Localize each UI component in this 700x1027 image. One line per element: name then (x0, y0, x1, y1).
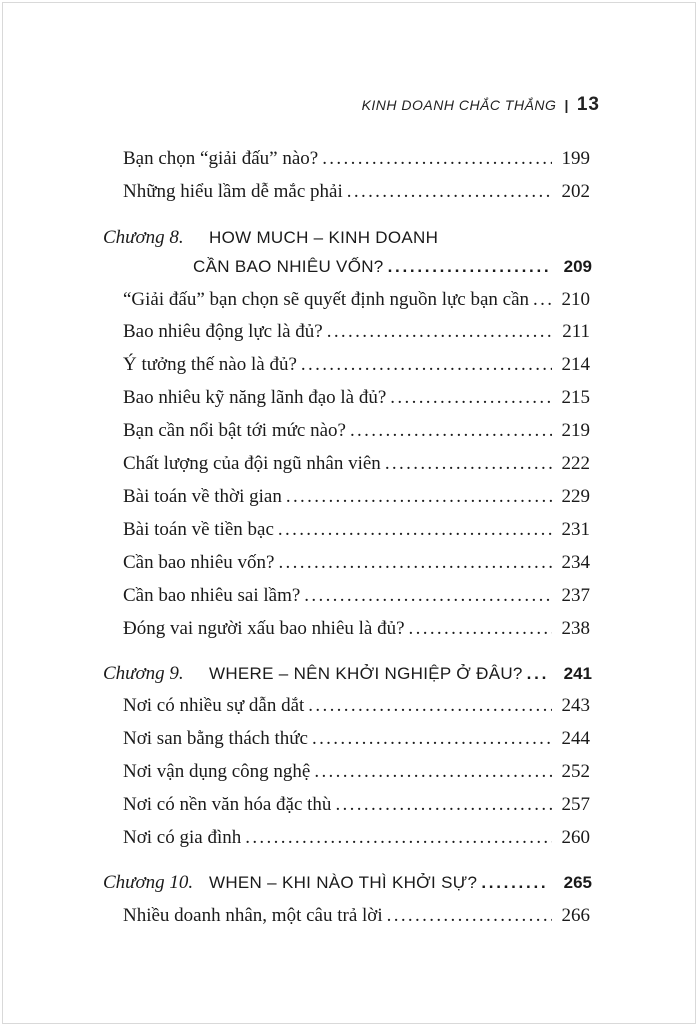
toc-entry-page: 211 (562, 321, 590, 342)
chapter-title-line1: HOW MUCH – KINH DOANH (209, 228, 439, 247)
dot-leader (409, 618, 552, 640)
chapter-title-line2: CẦN BAO NHIÊU VỐN? (193, 257, 384, 276)
chapter-heading-8 (0, 227, 700, 257)
toc-entry (0, 486, 700, 516)
toc-entry-page: 266 (561, 905, 590, 926)
dot-leader (387, 905, 552, 927)
toc-entry-page: 219 (561, 420, 590, 441)
dot-leader (327, 321, 552, 343)
chapter-label: Chương 9. (103, 663, 184, 684)
toc-entry (0, 728, 700, 758)
toc-entry-page: 260 (561, 827, 590, 848)
toc-entry-title: Cần bao nhiêu vốn? (123, 552, 275, 573)
dot-leader (335, 794, 552, 816)
book-title: KINH DOANH CHẮC THẮNG (361, 97, 557, 113)
dot-leader (533, 289, 552, 311)
dot-leader (286, 486, 552, 508)
toc-entry-title: Nơi có nền văn hóa đặc thù (123, 794, 332, 815)
toc-entry-page: 238 (561, 618, 590, 639)
toc-entry-title: Bao nhiêu kỹ năng lãnh đạo là đủ? (123, 387, 387, 408)
toc-entry-page: 222 (561, 453, 590, 474)
toc-entry (0, 585, 700, 615)
dot-leader (390, 387, 552, 409)
toc-entry (0, 181, 700, 211)
toc-entry (0, 905, 700, 935)
toc-entry-page: 244 (561, 728, 590, 749)
dot-leader (308, 695, 552, 717)
toc-entry-title: Bạn cần nổi bật tới mức nào? (123, 420, 346, 441)
toc-entry-title: Chất lượng của đội ngũ nhân viên (123, 453, 381, 474)
dot-leader (385, 453, 552, 475)
dot-leader (278, 519, 552, 541)
chapter-heading-8-line2 (0, 257, 700, 287)
header-separator: | (564, 97, 569, 113)
toc-entry-page: 229 (561, 486, 590, 507)
toc-entry (0, 387, 700, 417)
toc-entry-title: Nhiều doanh nhân, một câu trả lời (123, 905, 383, 926)
dot-leader (314, 761, 552, 783)
toc-entry-title: Bài toán về tiền bạc (123, 519, 274, 540)
dot-leader (527, 664, 548, 684)
toc-entry (0, 420, 700, 450)
chapter-title: WHERE – NÊN KHỞI NGHIỆP Ở ĐÂU? (209, 664, 523, 683)
dot-leader (350, 420, 552, 442)
chapter-title: WHEN – KHI NÀO THÌ KHỞI SỰ? (209, 873, 478, 892)
toc-entry (0, 827, 700, 857)
toc-entry (0, 453, 700, 483)
dot-leader (245, 827, 552, 849)
toc-entry-title: Những hiểu lầm dễ mắc phải (123, 181, 343, 202)
toc-entry-title: Nơi có nhiều sự dẫn dắt (123, 695, 305, 716)
chapter-page: 265 (563, 873, 592, 892)
dot-leader (388, 257, 548, 277)
toc-entry-title: Đóng vai người xấu bao nhiêu là đủ? (123, 618, 405, 639)
chapter-label: Chương 8. (103, 227, 184, 248)
toc-entry-page: 214 (561, 354, 590, 375)
toc-entry-title: Nơi san bằng thách thức (123, 728, 308, 749)
dot-leader (322, 148, 552, 170)
toc-entry (0, 148, 700, 178)
toc-entry (0, 794, 700, 824)
toc-entry-title: Nơi có gia đình (123, 827, 242, 848)
dot-leader (301, 354, 552, 376)
toc-entry (0, 618, 700, 648)
toc-entry-page: 243 (561, 695, 590, 716)
dot-leader (278, 552, 552, 574)
toc-entry-title: Ý tưởng thế nào là đủ? (123, 354, 297, 375)
dot-leader (304, 585, 552, 607)
toc-entry-page: 237 (561, 585, 590, 606)
dot-leader (481, 873, 548, 893)
toc-entry-page: 210 (561, 289, 590, 310)
chapter-label: Chương 10. (103, 872, 194, 893)
toc-entry-page: 252 (561, 761, 590, 782)
toc-entry-title: “Giải đấu” bạn chọn sẽ quyết định nguồn lực bạn cần (123, 289, 530, 310)
toc-entry (0, 354, 700, 384)
toc-entry (0, 519, 700, 549)
toc-entry-title: Nơi vận dụng công nghệ (123, 761, 311, 782)
chapter-heading-9 (0, 663, 700, 693)
toc-entry-title: Cần bao nhiêu sai lầm? (123, 585, 301, 606)
chapter-heading-10 (0, 872, 700, 902)
running-header (362, 94, 600, 116)
toc-entry (0, 761, 700, 791)
toc-entry-page: 199 (561, 148, 590, 169)
toc-entry-page: 257 (561, 794, 590, 815)
chapter-page: 241 (563, 664, 592, 683)
toc-entry (0, 695, 700, 725)
toc-entry (0, 552, 700, 582)
toc-entry-page: 202 (561, 181, 590, 202)
toc-entry-page: 231 (561, 519, 590, 540)
toc-entry (0, 289, 700, 319)
dot-leader (312, 728, 552, 750)
toc-entry-page: 234 (561, 552, 590, 573)
toc-entry-title: Bài toán về thời gian (123, 486, 282, 507)
toc-entry-title: Bao nhiêu động lực là đủ? (123, 321, 323, 342)
toc-entry-title: Bạn chọn “giải đấu” nào? (123, 148, 319, 169)
toc-entry (0, 321, 700, 351)
page-number: 13 (576, 94, 600, 115)
toc-entry-page: 215 (561, 387, 590, 408)
chapter-page: 209 (563, 257, 592, 276)
dot-leader (347, 181, 552, 203)
